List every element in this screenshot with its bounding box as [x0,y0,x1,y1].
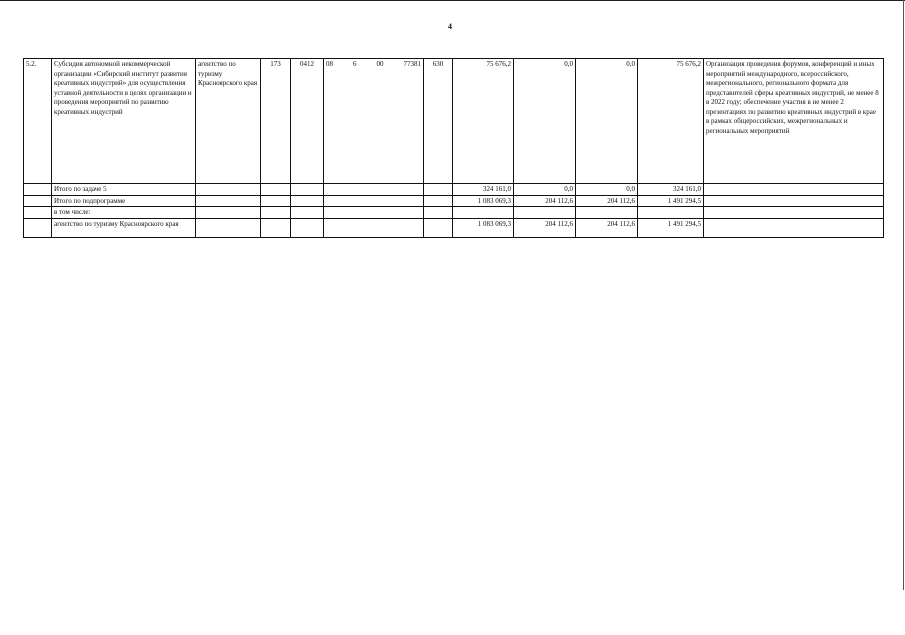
row-expected-result: Организация проведения форумов, конференций и иных мероприятий международного, всероссийского, межрегионального, регионального формата для представителей сферы креативных индустрий, не менее 8 в 2022 году; обеспечение участия в не менее 2 презентациях по развитию креативных индустрий в крае в рамках общероссийских, межрегиональных и региональных мероприятий [704,59,884,184]
table-row-including [24,207,884,219]
table-row-subprogram-total [24,195,884,207]
value-2024: 204 112,6 [576,218,638,237]
subprogram-total-label: Итого по подпрограмме [52,195,196,207]
value-total: 324 161,0 [638,184,704,196]
value-2023: 0,0 [514,184,576,196]
code-vr: 630 [424,59,453,184]
value-2024: 0,0 [576,59,638,184]
value-2023: 204 112,6 [514,218,576,237]
value-total: 1 491 294,5 [638,195,704,207]
value-2022: 1 083 069,3 [453,195,514,207]
code-csr-part: 77381 [403,60,421,68]
row-number: 5.2. [24,59,52,184]
value-2023: 0,0 [514,59,576,184]
including-label: в том числе: [52,207,196,219]
code-csr [324,59,424,184]
table-row-task-total [24,184,884,196]
page-border-right [903,0,904,590]
code-rzpr: 0412 [291,59,324,184]
budget-table [23,58,884,238]
value-2024: 204 112,6 [576,195,638,207]
value-2024: 0,0 [576,184,638,196]
value-2022: 1 083 069,3 [453,218,514,237]
table-row-agency-total [24,218,884,237]
code-grbs: 173 [261,59,291,184]
task-total-label: Итого по задаче 5 [52,184,196,196]
page-border-top [0,0,905,1]
value-2022: 75 676,2 [453,59,514,184]
code-csr-part: 6 [353,60,357,68]
agency-total-label: агентство по туризму Красноярского края [52,218,196,237]
value-2022: 324 161,0 [453,184,514,196]
page-number: 4 [448,22,452,31]
code-csr-part: 00 [376,60,384,68]
value-total: 1 491 294,5 [638,218,704,237]
value-total: 75 676,2 [638,59,704,184]
value-2023: 204 112,6 [514,195,576,207]
row-description: Субсидия автономной некоммерческой организации «Сибирский институт развития креативных индустрий» для осуществления уставной деятельности в целях организации и проведения мероприятий по развитию креативных индустрий [52,59,196,184]
table-row [24,59,884,184]
code-csr-part: 08 [326,60,333,68]
row-executor: агентство по туризму Красноярского края [196,59,261,184]
